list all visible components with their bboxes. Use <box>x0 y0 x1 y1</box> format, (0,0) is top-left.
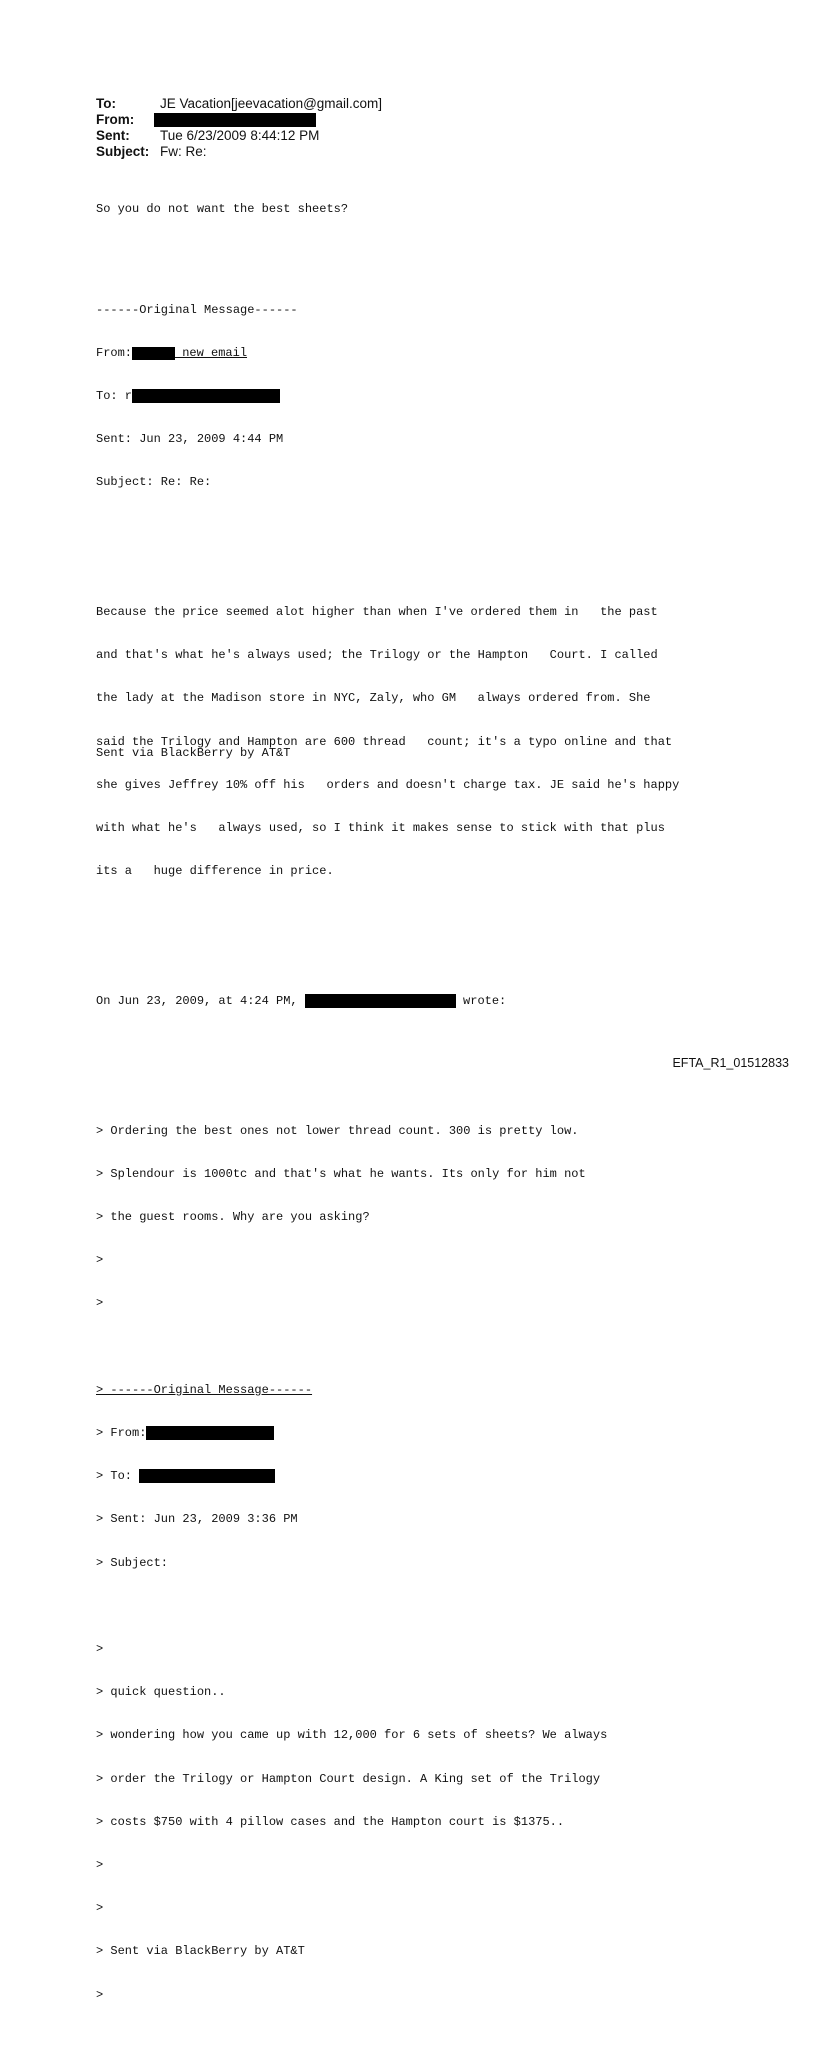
subject-label: Subject: <box>96 144 150 159</box>
quoted-line: > <box>96 1858 104 1873</box>
paragraph-line: and that's what he's always used; the Trilogy or the Hampton Court. I called <box>96 648 658 663</box>
quoted-line: > <box>96 1296 104 1311</box>
orig1-sent: Sent: Jun 23, 2009 4:44 PM <box>96 432 284 447</box>
quoted-line: > <box>96 1642 104 1656</box>
orig2-sent: > Sent: Jun 23, 2009 3:36 PM <box>96 1512 298 1527</box>
paragraph-line: the lady at the Madison store in NYC, Zaly, who GM always ordered from. She <box>96 691 651 706</box>
quoted-question <box>96 1613 679 2031</box>
wrote-redaction <box>305 994 456 1008</box>
orig1-title: ------Original Message------ <box>96 302 298 317</box>
orig1-from-line <box>96 346 679 360</box>
orig2-from-line <box>96 1426 679 1440</box>
quoted-line: > wondering how you came up with 12,000 for 6 sets of sheets? We always <box>96 1728 608 1743</box>
orig2-to-line <box>96 1469 679 1483</box>
orig1-to-line <box>96 389 679 403</box>
quoted-line: > quick question.. <box>96 1685 226 1700</box>
orig2-to-label: > To: <box>96 1469 140 1484</box>
quoted-line: > order the Trilogy or Hampton Court design. A King set of the Trilogy <box>96 1771 601 1786</box>
orig1-to-label: To: r <box>96 389 133 404</box>
orig2-subject: > Subject: <box>96 1555 169 1570</box>
orig1-subject: Subject: Re: Re: <box>96 475 212 490</box>
orig1-to-redaction <box>132 389 280 403</box>
wrote-line <box>96 994 679 1008</box>
to-label: To: <box>96 96 116 111</box>
wrote-suffix: wrote: <box>455 993 507 1008</box>
quoted-line: > costs $750 with 4 pillow cases and the Hampton court is $1375.. <box>96 1814 565 1829</box>
orig1-from-label: From: <box>96 345 133 360</box>
quoted-line: > Splendour is 1000tc and that's what he wants. Its only for him not <box>96 1166 586 1181</box>
opening-line: So you do not want the best sheets? <box>96 201 349 216</box>
orig2-to-redaction <box>139 1469 275 1483</box>
wrote-prefix: On Jun 23, 2009, at 4:24 PM, <box>96 993 305 1008</box>
quoted-line: > <box>96 1901 104 1916</box>
signature: Sent via BlackBerry by AT&T <box>96 746 291 760</box>
paragraph-line: its a huge difference in price. <box>96 864 334 879</box>
paragraph-line: said the Trilogy and Hampton are 600 thread count; it's a typo online and that <box>96 734 673 749</box>
body-paragraph <box>96 576 679 907</box>
from-label: From: <box>96 112 135 127</box>
email-body <box>96 173 679 2045</box>
orig2-from-redaction <box>146 1426 274 1440</box>
quoted-line: > <box>96 1987 104 2002</box>
paragraph-line: with what he's always used, so I think it makes sense to stick with that plus <box>96 821 665 836</box>
orig2-title: > ------Original Message------ <box>96 1382 313 1397</box>
document-id: EFTA_R1_01512833 <box>672 1056 789 1070</box>
paragraph-line: she gives Jeffrey 10% off his orders and doesn't charge tax. JE said he's happy <box>96 777 680 792</box>
orig2-from-label: > From: <box>96 1425 147 1440</box>
quoted-line: > <box>96 1253 104 1268</box>
sent-value: Tue 6/23/2009 8:44:12 PM <box>160 128 320 143</box>
from-redaction <box>154 113 316 127</box>
quoted-line: > Ordering the best ones not lower thread count. 300 is pretty low. <box>96 1123 579 1138</box>
to-value: JE Vacation[jeevacation@gmail.com] <box>160 96 383 111</box>
quoted-reply <box>96 1095 679 1340</box>
quoted-line: > the guest rooms. Why are you asking? <box>96 1209 370 1224</box>
orig1-from-redaction <box>132 347 175 360</box>
quoted-line: > Sent via BlackBerry by AT&T <box>96 1944 305 1959</box>
orig1-from-suffix: new email <box>175 345 248 360</box>
subject-value: Fw: Re: <box>160 144 207 159</box>
paragraph-line: Because the price seemed alot higher than when I've ordered them in the past <box>96 605 658 620</box>
sent-label: Sent: <box>96 128 130 143</box>
